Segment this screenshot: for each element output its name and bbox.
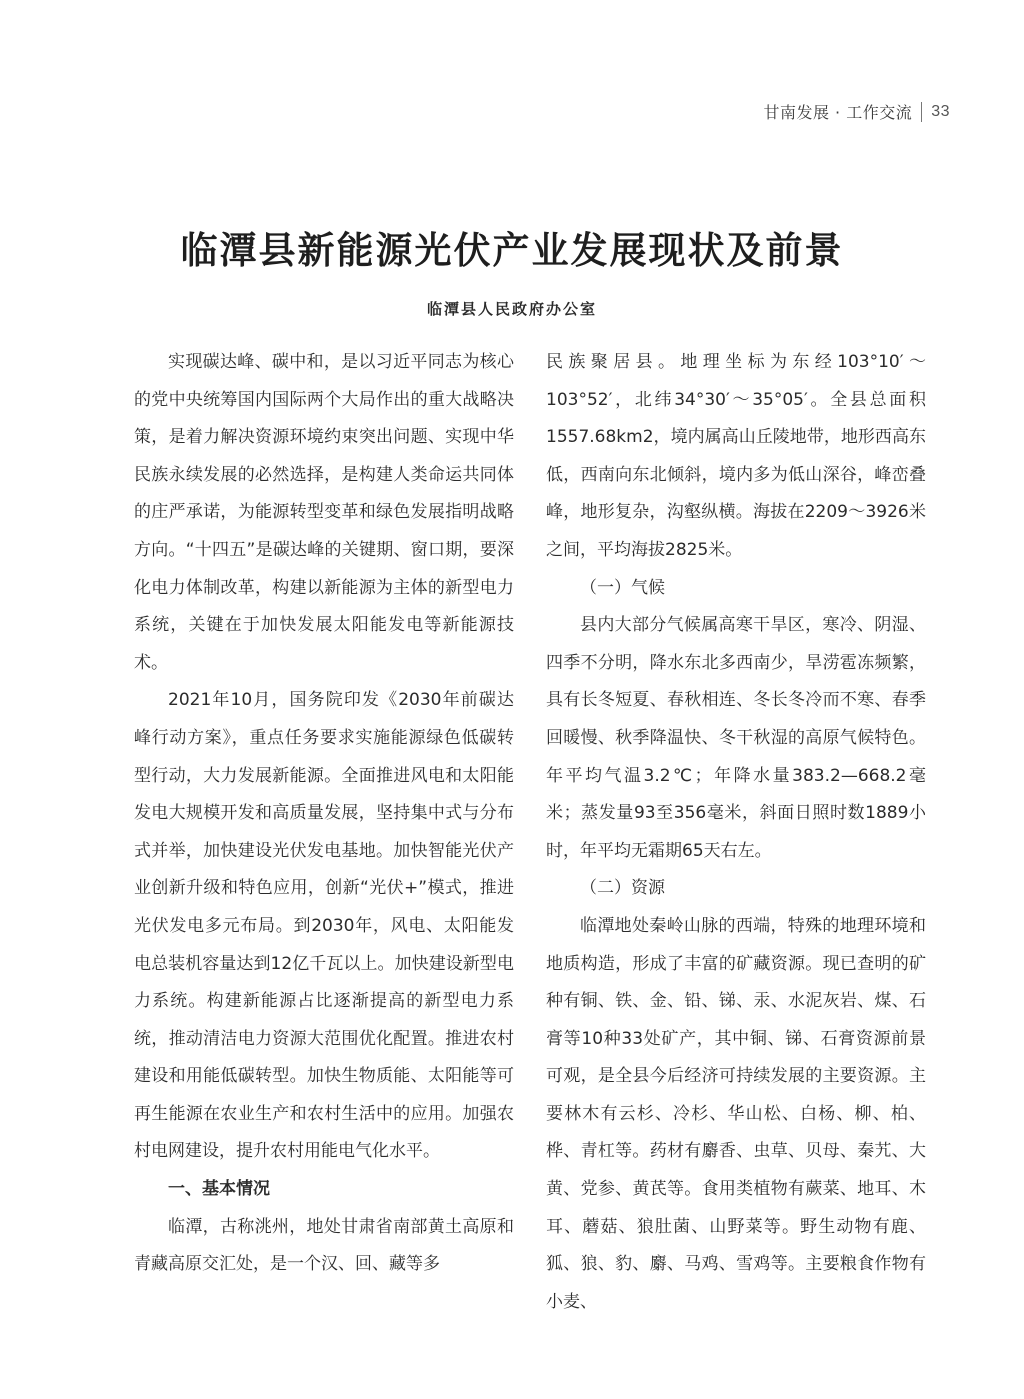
section-heading-basic: 一、基本情况 xyxy=(168,1179,270,1200)
right-column xyxy=(546,344,926,1321)
header-divider xyxy=(921,102,922,122)
paragraph-resources: 临潭地处秦岭山脉的西端，特殊的地理环境和地质构造，形成了丰富的矿藏资源。现已查明的矿种有铜、铁、金、铅、锑、汞、水泥灰岩、煤、石膏等10种33处矿产，其中铜、锑、石膏资源前景可观，是全县今后经济可持续发展的主要资源。主要林木有云杉、冷杉、华山松、白杨、柳、柏、桦、青杠等。药材有麝香、虫草、贝母、秦艽、大黄、党参、黄芪等。食用类植物有蕨菜、地耳、木耳、蘑菇、狼肚菌、山野菜等。野生动物有鹿、狐、狼、豹、麝、马鸡、雪鸡等。主要粮食作物有小麦、 xyxy=(546,915,926,1312)
left-column xyxy=(134,344,514,1284)
subheading-resources: （二）资源 xyxy=(580,878,665,899)
article-author: 临潭县人民政府办公室 xyxy=(426,300,597,318)
running-header xyxy=(763,100,950,123)
page-number: 33 xyxy=(931,102,950,120)
paragraph-climate: 县内大部分气候属高寒干旱区，寒冷、阴湿、四季不分明，降水东北多西南少，旱涝雹冻频繁，具有长冬短夏、春秋相连、冬长冬冷而不寒、春季回暖慢、秋季降温快、冬干秋湿的高原气候特色。年平均气温3.2℃；年降水量383.2—668.2毫米；蒸发量93至356毫米，斜面日照时数1889小时，年平均无霜期65天右左。 xyxy=(546,615,926,861)
subheading-climate: （一）气候 xyxy=(580,577,665,598)
paragraph-policy: 2021年10月，国务院印发《2030年前碳达峰行动方案》，重点任务要求实施能源绿色低碳转型行动，大力发展新能源。全面推进风电和太阳能发电大规模开发和高质量发展，坚持集中式与分布式并举，加快建设光伏发电基地。加快智能光伏产业创新升级和特色应用，创新“光伏+”模式，推进光伏发电多元布局。到2030年，风电、太阳能发电总装机容量达到12亿千瓦以上。加快建设新型电力系统。构建新能源占比逐渐提高的新型电力系统，推动清洁电力资源大范围优化配置。推进农村建设和用能低碳转型。加快生物质能、太阳能等可再生能源在农业生产和农村生活中的应用。加强农村电网建设，提升农村用能电气化水平。 xyxy=(134,690,514,1162)
paragraph-intro: 实现碳达峰、碳中和，是以习近平同志为核心的党中央统筹国内国际两个大局作出的重大战略决策，是着力解决资源环境约束突出问题、实现中华民族永续发展的必然选择，是构建人类命运共同体的庄严承诺，为能源转型变革和绿色发展指明战略方向。“十四五”是碳达峰的关键期、窗口期，要深化电力体制改革，构建以新能源为主体的新型电力系统，关键在于加快发展太阳能发电等新能源技术。 xyxy=(134,352,514,673)
article-title: 临潭县新能源光伏产业发展现状及前景 xyxy=(180,228,844,272)
paragraph-basic-continued: 民族聚居县。地理坐标为东经103°10′～103°52′，北纬34°30′～35°05′。全县总面积1557.68km2，境内属高山丘陵地带，地形西高东低，西南向东北倾斜，境内多为低山深谷，峰峦叠峰，地形复杂，沟壑纵横。海拔在2209～3926米之间，平均海拔2825米。 xyxy=(546,352,926,560)
journal-section: 甘南发展 · 工作交流 xyxy=(763,103,913,122)
paragraph-basic: 临潭，古称洮州，地处甘肃省南部黄土高原和青藏高原交汇处，是一个汉、回、藏等多 xyxy=(134,1216,514,1275)
